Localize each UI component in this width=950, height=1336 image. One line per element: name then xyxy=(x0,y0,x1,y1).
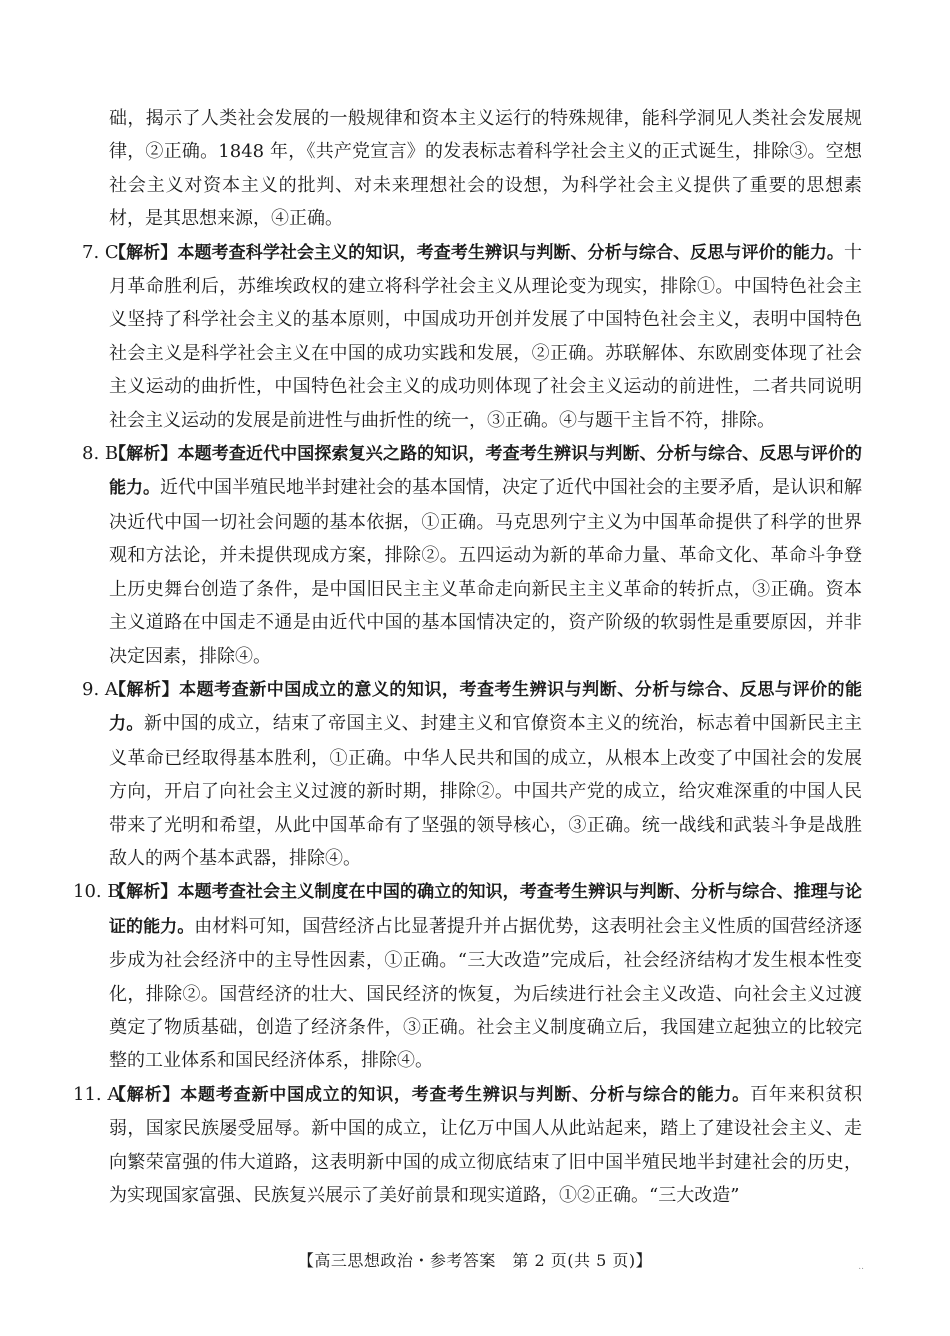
answer-item-9 xyxy=(82,673,862,875)
answer-content xyxy=(73,102,863,1212)
analysis-summary: 本题考查新中国成立的知识，考查考生辨识与判断、分析与综合的能力。 xyxy=(180,1084,750,1105)
analysis-summary: 本题考查科学社会主义的知识，考查考生辨识与判断、分析与综合、反思与评价的能力。 xyxy=(177,242,845,263)
analysis-summary: 本题考查社会主义制度在中国的确立的知识，考查考生辨识与判断、分析与综合、推理与论证的能力。 xyxy=(109,882,863,937)
answer-item-10 xyxy=(73,875,863,1077)
analysis-summary: 本题考查近代中国探索复兴之路的知识，考查考生辨识与判断、分析与综合、反思与评价的能力。 xyxy=(109,444,863,499)
page-footer: 【高三思想政治・参考答案 第 2 页(共 5 页)】 xyxy=(297,1251,653,1270)
corner-mark: .. xyxy=(858,1262,864,1272)
answer-item-11 xyxy=(73,1078,863,1213)
item-number: 7. C xyxy=(82,241,119,263)
answer-item-7 xyxy=(82,236,862,437)
item-number: 11. A xyxy=(73,1083,121,1105)
analysis-text: 十月革命胜利后，苏维埃政权的建立将科学社会主义从理论变为现实，排除①。中国特色社会主义坚持了科学社会主义的基本原则，中国成功开创并发展了中国特色社会主义，表明中国特色社会主义是科学社会主义在中国的成功实践和发展，②正确。苏联解体、东欧剧变体现了社会主义运动的曲折性，中国特色社会主义的成功则体现了社会主义运动的前进性，二者共同说明社会主义运动的发展是前进性与曲折性的统一，③正确。④与题干主旨不符，排除。 xyxy=(109,241,863,431)
continued-paragraph: 础，揭示了人类社会发展的一般规律和资本主义运行的特殊规律，能科学洞见人类社会发展规律，②正确。1848 年，《共产党宣言》的发表标志着科学社会主义的正式诞生，排除③。空想社会主义对资本主义的批判、对未来理想社会的设想，为科学社会主义提供了重要的思想素材，是其思想来源，④正确。 xyxy=(109,108,862,230)
analysis-tag: 【解析】 xyxy=(109,882,178,903)
analysis-tag: 【解析】 xyxy=(109,1084,181,1105)
item-number: 10. B xyxy=(73,881,121,903)
item-number: 9. A xyxy=(82,678,118,700)
analysis-tag: 【解析】 xyxy=(109,679,180,700)
analysis-tag: 【解析】 xyxy=(109,242,178,263)
analysis-tag: 【解析】 xyxy=(109,444,178,465)
analysis-text: 由材料可知，国营经济占比显著提升并占据优势，这表明社会主义性质的国营经济逐步成为社会经济中的主导性因素，①正确。“三大改造”完成后，社会经济结构才发生根本性变化，排除②。国营经济的壮大、国民经济的恢复，为后续进行社会主义改造、向社会主义过渡奠定了物质基础，创造了经济条件，③正确。社会主义制度确立后，我国建立起独立的比较完整的工业体系和国民经济体系，排除④。 xyxy=(109,915,863,1072)
analysis-summary: 本题考查新中国成立的意义的知识，考查考生辨识与判断、分析与综合、反思与评价的能力。 xyxy=(109,679,863,735)
analysis-text: 百年来积贫积弱，国家民族屡受屈辱。新中国的成立，让亿万中国人从此站起来，踏上了建设社会主义、走向繁荣富强的伟大道路，这表明新中国的成立彻底结束了旧中国半殖民地半封建社会的历史，为实现国家富强、民族复兴展示了美好前景和现实道路，①②正确。“三大改造” xyxy=(109,1083,863,1206)
analysis-text: 新中国的成立，结束了帝国主义、封建主义和官僚资本主义的统治，标志着中国新民主主义革命已经取得基本胜利，①正确。中华人民共和国的成立，从根本上改变了中国社会的发展方向，开启了向社会主义过渡的新时期，排除②。中国共产党的成立，给灾难深重的中国人民带来了光明和希望，从此中国革命有了坚强的领导核心，③正确。统一战线和武装斗争是战胜敌人的两个基本武器，排除④。 xyxy=(109,713,863,869)
analysis-text: 近代中国半殖民地半封建社会的基本国情，决定了近代中国社会的主要矛盾，是认识和解决近代中国一切社会问题的基本依据，①正确。马克思列宁主义为中国革命提供了科学的世界观和方法论，并未提供现成方案，排除②。五四运动为新的革命力量、革命文化、革命斗争登上历史舞台创造了条件，是中国旧民主主义革命走向新民主主义革命的转折点，③正确。资本主义道路在中国走不通是由近代中国的基本国情决定的，资产阶级的软弱性是重要原因，并非决定因素，排除④。 xyxy=(109,477,862,667)
answer-item-8 xyxy=(82,437,862,673)
item-number: 8. B xyxy=(82,443,119,465)
